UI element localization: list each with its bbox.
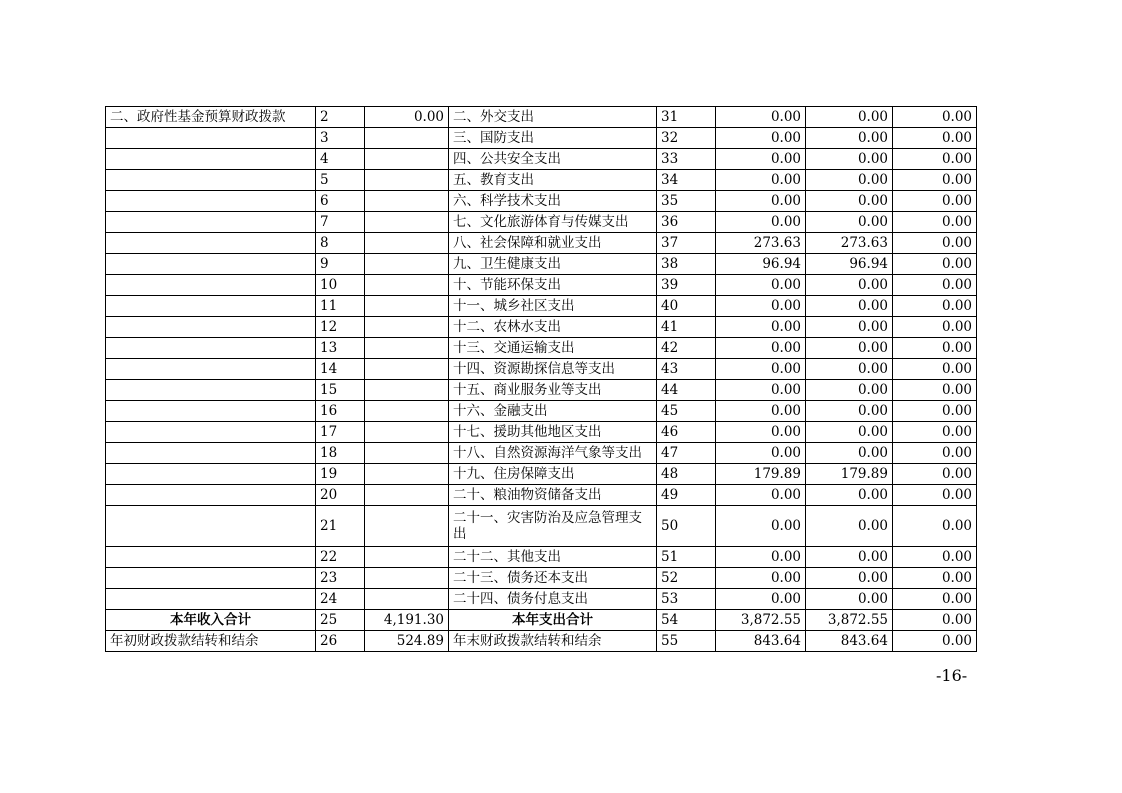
expense-basic: 0.00 [806,547,893,568]
income-line-no: 4 [316,149,365,170]
expense-project: 0.00 [893,212,977,233]
income-item [106,338,316,359]
income-amount [365,338,449,359]
expense-item: 五、教育支出 [449,170,657,191]
income-line-no: 23 [316,568,365,589]
table-row [106,589,977,610]
expense-project: 0.00 [893,107,977,128]
income-amount [365,568,449,589]
income-amount [365,506,449,547]
expense-project: 0.00 [893,170,977,191]
income-item [106,359,316,380]
table-row [106,233,977,254]
expense-project: 0.00 [893,254,977,275]
table-row [106,380,977,401]
budget-table [105,106,977,652]
expense-total: 0.00 [716,107,806,128]
income-amount [365,464,449,485]
income-amount [365,296,449,317]
expense-item: 十五、商业服务业等支出 [449,380,657,401]
expense-total: 0.00 [716,317,806,338]
income-amount [365,170,449,191]
expense-total: 273.63 [716,233,806,254]
expense-total: 0.00 [716,443,806,464]
expense-basic: 0.00 [806,212,893,233]
expense-item: 十一、城乡社区支出 [449,296,657,317]
expense-item: 十三、交通运输支出 [449,338,657,359]
expense-project: 0.00 [893,128,977,149]
table-row [106,275,977,296]
expense-project: 0.00 [893,631,977,652]
expense-line-no: 55 [657,631,716,652]
expense-item: 十、节能环保支出 [449,275,657,296]
expense-project: 0.00 [893,149,977,170]
table-row-carryover [106,631,977,652]
income-item [106,170,316,191]
income-line-no: 11 [316,296,365,317]
expense-basic: 0.00 [806,296,893,317]
income-item [106,317,316,338]
expense-total: 0.00 [716,128,806,149]
expense-project: 0.00 [893,401,977,422]
expense-item: 九、卫生健康支出 [449,254,657,275]
table-row [106,401,977,422]
expense-basic: 3,872.55 [806,610,893,631]
income-amount [365,443,449,464]
income-amount: 524.89 [365,631,449,652]
expense-item: 二十、粮油物资储备支出 [449,485,657,506]
expense-basic: 273.63 [806,233,893,254]
income-item [106,275,316,296]
expense-item: 二十四、债务付息支出 [449,589,657,610]
table-row [106,107,977,128]
expense-line-no: 47 [657,443,716,464]
expense-basic: 0.00 [806,380,893,401]
expense-line-no: 45 [657,401,716,422]
expense-item: 十六、金融支出 [449,401,657,422]
expense-project: 0.00 [893,296,977,317]
income-amount [365,254,449,275]
table-row [106,359,977,380]
expense-total: 0.00 [716,506,806,547]
income-line-no: 22 [316,547,365,568]
expense-total: 96.94 [716,254,806,275]
page-number: -16- [936,666,968,685]
income-amount [365,317,449,338]
expense-line-no: 52 [657,568,716,589]
expense-item: 六、科学技术支出 [449,191,657,212]
income-line-no: 19 [316,464,365,485]
income-line-no: 14 [316,359,365,380]
income-line-no: 24 [316,589,365,610]
expense-total: 0.00 [716,589,806,610]
expense-total: 0.00 [716,275,806,296]
expense-basic: 0.00 [806,359,893,380]
expense-basic: 0.00 [806,191,893,212]
income-line-no: 8 [316,233,365,254]
expense-total: 179.89 [716,464,806,485]
expense-item: 八、社会保障和就业支出 [449,233,657,254]
expense-line-no: 54 [657,610,716,631]
expense-line-no: 39 [657,275,716,296]
income-item [106,380,316,401]
expense-line-no: 38 [657,254,716,275]
expense-basic: 0.00 [806,506,893,547]
expense-total: 0.00 [716,149,806,170]
income-item [106,464,316,485]
expense-total: 0.00 [716,170,806,191]
income-item [106,254,316,275]
expense-project: 0.00 [893,610,977,631]
expense-project: 0.00 [893,380,977,401]
table-row [106,568,977,589]
expense-item: 十二、农林水支出 [449,317,657,338]
expense-total: 0.00 [716,422,806,443]
income-item [106,506,316,547]
expense-line-no: 34 [657,170,716,191]
expense-project: 0.00 [893,233,977,254]
income-line-no: 25 [316,610,365,631]
table-row [106,170,977,191]
expense-project: 0.00 [893,506,977,547]
expense-basic: 0.00 [806,443,893,464]
expense-basic: 843.64 [806,631,893,652]
income-amount [365,401,449,422]
income-line-no: 15 [316,380,365,401]
income-amount [365,589,449,610]
expense-project: 0.00 [893,589,977,610]
expense-total: 3,872.55 [716,610,806,631]
income-item [106,149,316,170]
expense-project: 0.00 [893,338,977,359]
table-row [106,254,977,275]
table-row [106,443,977,464]
expense-line-no: 48 [657,464,716,485]
expense-total: 0.00 [716,568,806,589]
expense-item: 七、文化旅游体育与传媒支出 [449,212,657,233]
expense-project: 0.00 [893,443,977,464]
expense-line-no: 32 [657,128,716,149]
expense-basic: 0.00 [806,128,893,149]
income-line-no: 26 [316,631,365,652]
expense-project: 0.00 [893,464,977,485]
income-item [106,589,316,610]
income-item [106,568,316,589]
income-item [106,422,316,443]
income-item [106,212,316,233]
income-item: 二、政府性基金预算财政拨款 [106,107,316,128]
table-row-total [106,610,977,631]
expense-basic: 0.00 [806,317,893,338]
table-row [106,464,977,485]
income-line-no: 12 [316,317,365,338]
expense-item: 二十一、灾害防治及应急管理支出 [449,506,657,547]
expense-project: 0.00 [893,359,977,380]
expense-basic: 0.00 [806,589,893,610]
expense-line-no: 44 [657,380,716,401]
expense-project: 0.00 [893,191,977,212]
expense-item: 四、公共安全支出 [449,149,657,170]
expense-line-no: 49 [657,485,716,506]
table-row [106,422,977,443]
income-item [106,191,316,212]
expense-line-no: 31 [657,107,716,128]
expense-line-no: 37 [657,233,716,254]
income-item [106,401,316,422]
income-amount [365,485,449,506]
table-row [106,296,977,317]
income-line-no: 17 [316,422,365,443]
expense-project: 0.00 [893,568,977,589]
expense-item: 三、国防支出 [449,128,657,149]
expense-line-no: 36 [657,212,716,233]
income-item: 年初财政拨款结转和结余 [106,631,316,652]
income-item [106,547,316,568]
income-amount [365,422,449,443]
income-line-no: 7 [316,212,365,233]
income-amount [365,128,449,149]
expense-total: 0.00 [716,547,806,568]
expense-basic: 0.00 [806,485,893,506]
table-row [106,338,977,359]
expense-basic: 0.00 [806,170,893,191]
expense-project: 0.00 [893,547,977,568]
expense-basic: 0.00 [806,401,893,422]
income-item [106,296,316,317]
expense-item: 二、外交支出 [449,107,657,128]
income-item [106,443,316,464]
table-row [106,506,977,547]
income-amount [365,380,449,401]
expense-item: 十四、资源勘探信息等支出 [449,359,657,380]
expense-line-no: 41 [657,317,716,338]
income-line-no: 18 [316,443,365,464]
income-line-no: 21 [316,506,365,547]
table-row [106,485,977,506]
expense-line-no: 33 [657,149,716,170]
expense-item: 十七、援助其他地区支出 [449,422,657,443]
table-row [106,317,977,338]
expense-basic: 96.94 [806,254,893,275]
income-amount: 0.00 [365,107,449,128]
expense-line-no: 53 [657,589,716,610]
expense-item: 年末财政拨款结转和结余 [449,631,657,652]
income-line-no: 16 [316,401,365,422]
expense-total: 0.00 [716,338,806,359]
expense-line-no: 42 [657,338,716,359]
expense-total: 0.00 [716,401,806,422]
table-row [106,149,977,170]
income-line-no: 9 [316,254,365,275]
expense-total: 0.00 [716,191,806,212]
income-line-no: 3 [316,128,365,149]
expense-item: 十八、自然资源海洋气象等支出 [449,443,657,464]
expense-basic: 0.00 [806,568,893,589]
expense-total: 843.64 [716,631,806,652]
income-line-no: 10 [316,275,365,296]
income-line-no: 6 [316,191,365,212]
income-amount: 4,191.30 [365,610,449,631]
income-line-no: 13 [316,338,365,359]
income-amount [365,149,449,170]
expense-basic: 0.00 [806,422,893,443]
income-total-label: 本年收入合计 [106,610,316,631]
income-line-no: 20 [316,485,365,506]
expense-item: 二十三、债务还本支出 [449,568,657,589]
expense-project: 0.00 [893,422,977,443]
income-amount [365,191,449,212]
expense-line-no: 43 [657,359,716,380]
expense-line-no: 46 [657,422,716,443]
income-item [106,128,316,149]
expense-total: 0.00 [716,380,806,401]
income-amount [365,275,449,296]
income-amount [365,547,449,568]
table-row [106,212,977,233]
income-line-no: 2 [316,107,365,128]
income-item [106,485,316,506]
expense-line-no: 40 [657,296,716,317]
expense-line-no: 50 [657,506,716,547]
expense-basic: 0.00 [806,149,893,170]
income-amount [365,359,449,380]
expense-project: 0.00 [893,275,977,296]
table-row [106,191,977,212]
expense-basic: 0.00 [806,338,893,359]
expense-line-no: 51 [657,547,716,568]
expense-total: 0.00 [716,485,806,506]
expense-project: 0.00 [893,485,977,506]
expense-basic: 0.00 [806,107,893,128]
expense-total: 0.00 [716,212,806,233]
expense-line-no: 35 [657,191,716,212]
expense-item: 二十二、其他支出 [449,547,657,568]
income-amount [365,212,449,233]
expense-total: 0.00 [716,296,806,317]
income-item [106,233,316,254]
income-amount [365,233,449,254]
expense-total: 0.00 [716,359,806,380]
expense-project: 0.00 [893,317,977,338]
expense-total-label: 本年支出合计 [449,610,657,631]
table-row [106,547,977,568]
income-line-no: 5 [316,170,365,191]
expense-basic: 179.89 [806,464,893,485]
expense-item: 十九、住房保障支出 [449,464,657,485]
table-row [106,128,977,149]
expense-basic: 0.00 [806,275,893,296]
